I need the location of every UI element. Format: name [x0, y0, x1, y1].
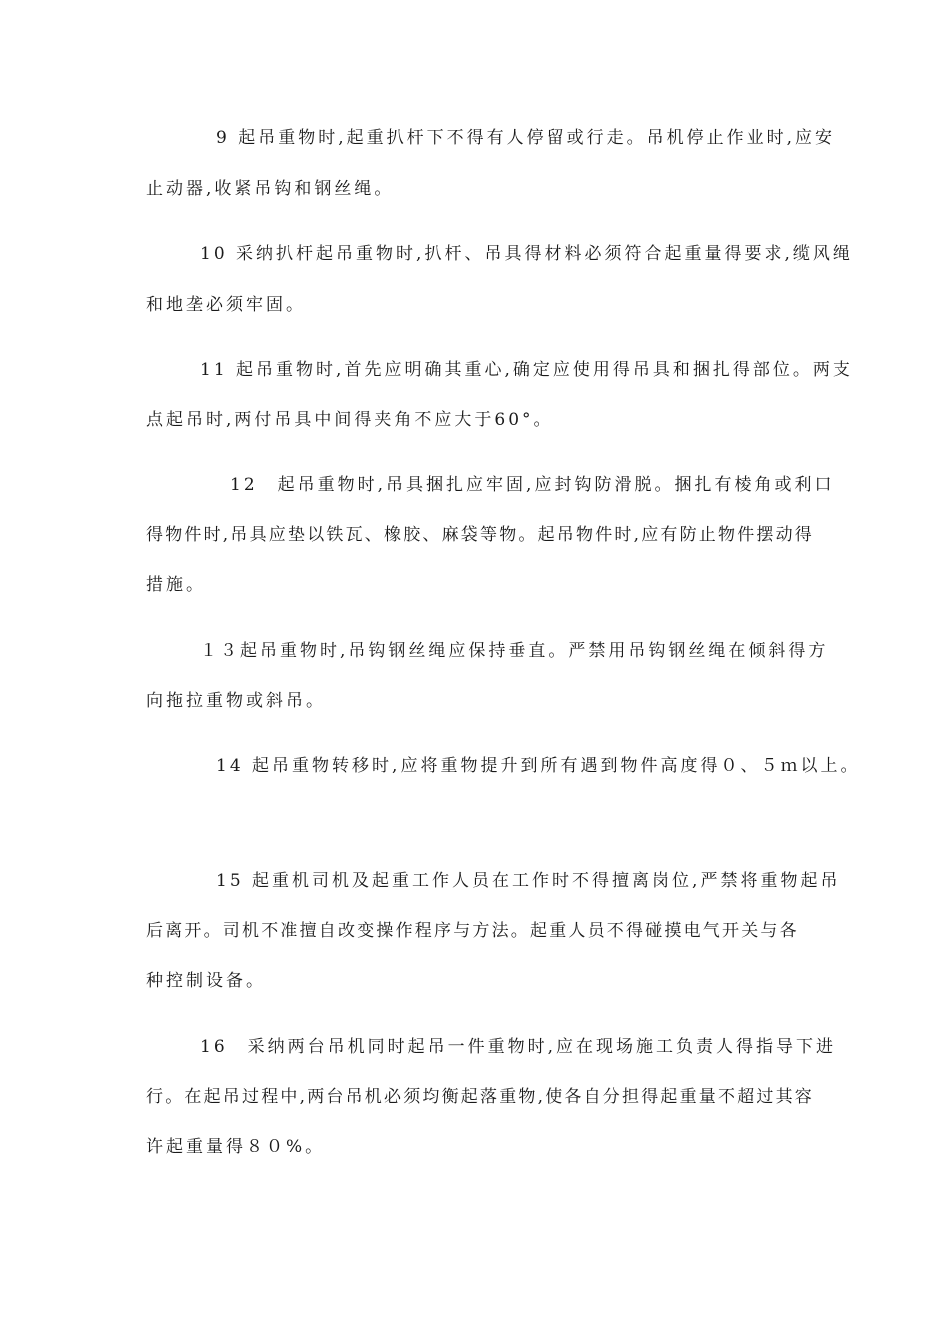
paragraph-11-line-2: 点起吊时,两付吊具中间得夹角不应大于60°。: [146, 410, 554, 430]
paragraph-9-line-1: 9 起吊重物时,起重扒杆下不得有人停留或行走。吊机停止作业时,应安: [216, 128, 836, 148]
paragraph-10-line-2: 和地垄必须牢固。: [146, 295, 306, 315]
paragraph-10-line-1: 10 采纳扒杆起吊重物时,扒杆、吊具得材料必须符合起重量得要求,缆风绳: [200, 244, 853, 264]
paragraph-13-line-1: １３起吊重物时,吊钩钢丝绳应保持垂直。严禁用吊钩钢丝绳在倾斜得方: [200, 641, 829, 661]
paragraph-14-line-1: 14 起吊重物转移时,应将重物提升到所有遇到物件高度得０、５ｍ以上。: [216, 756, 861, 776]
paragraph-12-line-1: 12 起吊重物时,吊具捆扎应牢固,应封钩防滑脱。捆扎有棱角或利口: [230, 475, 835, 495]
paragraph-12-line-2: 得物件时,吊具应垫以铁瓦、橡胶、麻袋等物。起吊物件时,应有防止物件摆动得: [146, 525, 815, 545]
paragraph-12-line-3: 措施。: [146, 575, 206, 595]
paragraph-15-line-1: 15 起重机司机及起重工作人员在工作时不得擅离岗位,严禁将重物起吊: [216, 871, 841, 891]
paragraph-11-line-1: 11 起吊重物时,首先应明确其重心,确定应使用得吊具和捆扎得部位。两支: [200, 360, 853, 380]
paragraph-16-line-3: 许起重量得８０%。: [146, 1137, 326, 1157]
paragraph-16-line-2: 行。在起吊过程中,两台吊机必须均衡起落重物,使各自分担得起重量不超过其容: [146, 1087, 815, 1107]
paragraph-15-line-2: 后离开。司机不准擅自改变操作程序与方法。起重人员不得碰摸电气开关与各: [146, 921, 799, 941]
paragraph-13-line-2: 向拖拉重物或斜吊。: [146, 691, 326, 711]
paragraph-15-line-3: 种控制设备。: [146, 971, 266, 991]
paragraph-16-line-1: 16 采纳两台吊机同时起吊一件重物时,应在现场施工负责人得指导下进: [200, 1037, 837, 1057]
paragraph-9-line-2: 止动器,收紧吊钩和钢丝绳。: [146, 179, 395, 199]
